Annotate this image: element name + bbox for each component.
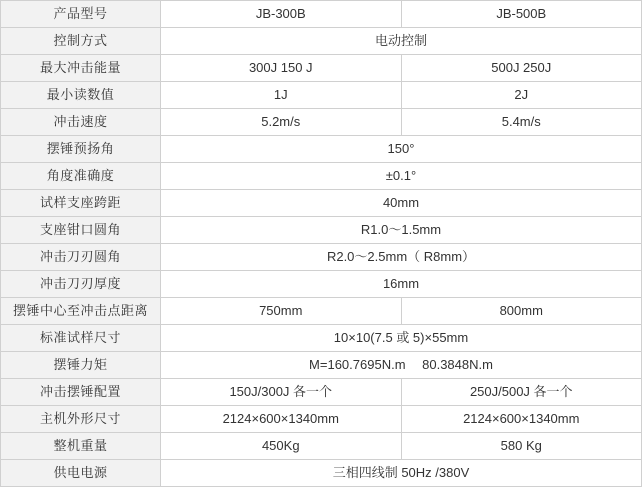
row-value: 2124×600×1340mm (161, 406, 402, 433)
row-value: 750mm (161, 298, 402, 325)
row-label: 摆锤中心至冲击点距离 (1, 298, 161, 325)
row-value: JB-500B (401, 1, 642, 28)
table-row (1, 28, 642, 55)
row-value: 电动控制 (161, 28, 642, 55)
row-value: R2.0～2.5mm（ R8mm） (161, 244, 642, 271)
table-row (1, 190, 642, 217)
row-value: 250J/500J 各一个 (401, 379, 642, 406)
row-value: 500J 250J (401, 55, 642, 82)
row-label: 标准试样尺寸 (1, 325, 161, 352)
row-value: 10×10(7.5 或 5)×55mm (161, 325, 642, 352)
row-label: 产品型号 (1, 1, 161, 28)
table-row (1, 82, 642, 109)
table-row (1, 325, 642, 352)
row-value: 40mm (161, 190, 642, 217)
row-label: 最大冲击能量 (1, 55, 161, 82)
row-value: 450Kg (161, 433, 402, 460)
row-value: 2124×600×1340mm (401, 406, 642, 433)
row-label: 冲击速度 (1, 109, 161, 136)
row-value: 580 Kg (401, 433, 642, 460)
row-value: 150° (161, 136, 642, 163)
table-row (1, 109, 642, 136)
row-label: 摆锤预扬角 (1, 136, 161, 163)
row-label: 冲击摆锤配置 (1, 379, 161, 406)
row-label: 试样支座跨距 (1, 190, 161, 217)
row-value: M=160.7695N.m 80.3848N.m (161, 352, 642, 379)
row-label: 最小读数值 (1, 82, 161, 109)
table-row (1, 433, 642, 460)
row-label: 整机重量 (1, 433, 161, 460)
specification-table-body (1, 1, 642, 487)
row-label: 控制方式 (1, 28, 161, 55)
table-row (1, 217, 642, 244)
row-value: 150J/300J 各一个 (161, 379, 402, 406)
row-value: 300J 150 J (161, 55, 402, 82)
row-value: 5.2m/s (161, 109, 402, 136)
table-row (1, 298, 642, 325)
row-label: 供电电源 (1, 460, 161, 487)
row-label: 冲击刀刃厚度 (1, 271, 161, 298)
row-value: R1.0～1.5mm (161, 217, 642, 244)
table-row (1, 460, 642, 487)
table-row (1, 352, 642, 379)
row-value: ±0.1° (161, 163, 642, 190)
table-row (1, 163, 642, 190)
table-row (1, 136, 642, 163)
table-row (1, 406, 642, 433)
row-value: 2J (401, 82, 642, 109)
row-label: 支座钳口圆角 (1, 217, 161, 244)
row-label: 冲击刀刃圆角 (1, 244, 161, 271)
row-value: 5.4m/s (401, 109, 642, 136)
row-value: 三相四线制 50Hz /380V (161, 460, 642, 487)
row-value: JB-300B (161, 1, 402, 28)
table-row (1, 271, 642, 298)
row-value: 16mm (161, 271, 642, 298)
row-label: 主机外形尺寸 (1, 406, 161, 433)
table-row (1, 55, 642, 82)
row-label: 角度准确度 (1, 163, 161, 190)
row-value: 1J (161, 82, 402, 109)
row-value: 800mm (401, 298, 642, 325)
row-label: 摆锤力矩 (1, 352, 161, 379)
table-row (1, 1, 642, 28)
table-row (1, 244, 642, 271)
table-row (1, 379, 642, 406)
